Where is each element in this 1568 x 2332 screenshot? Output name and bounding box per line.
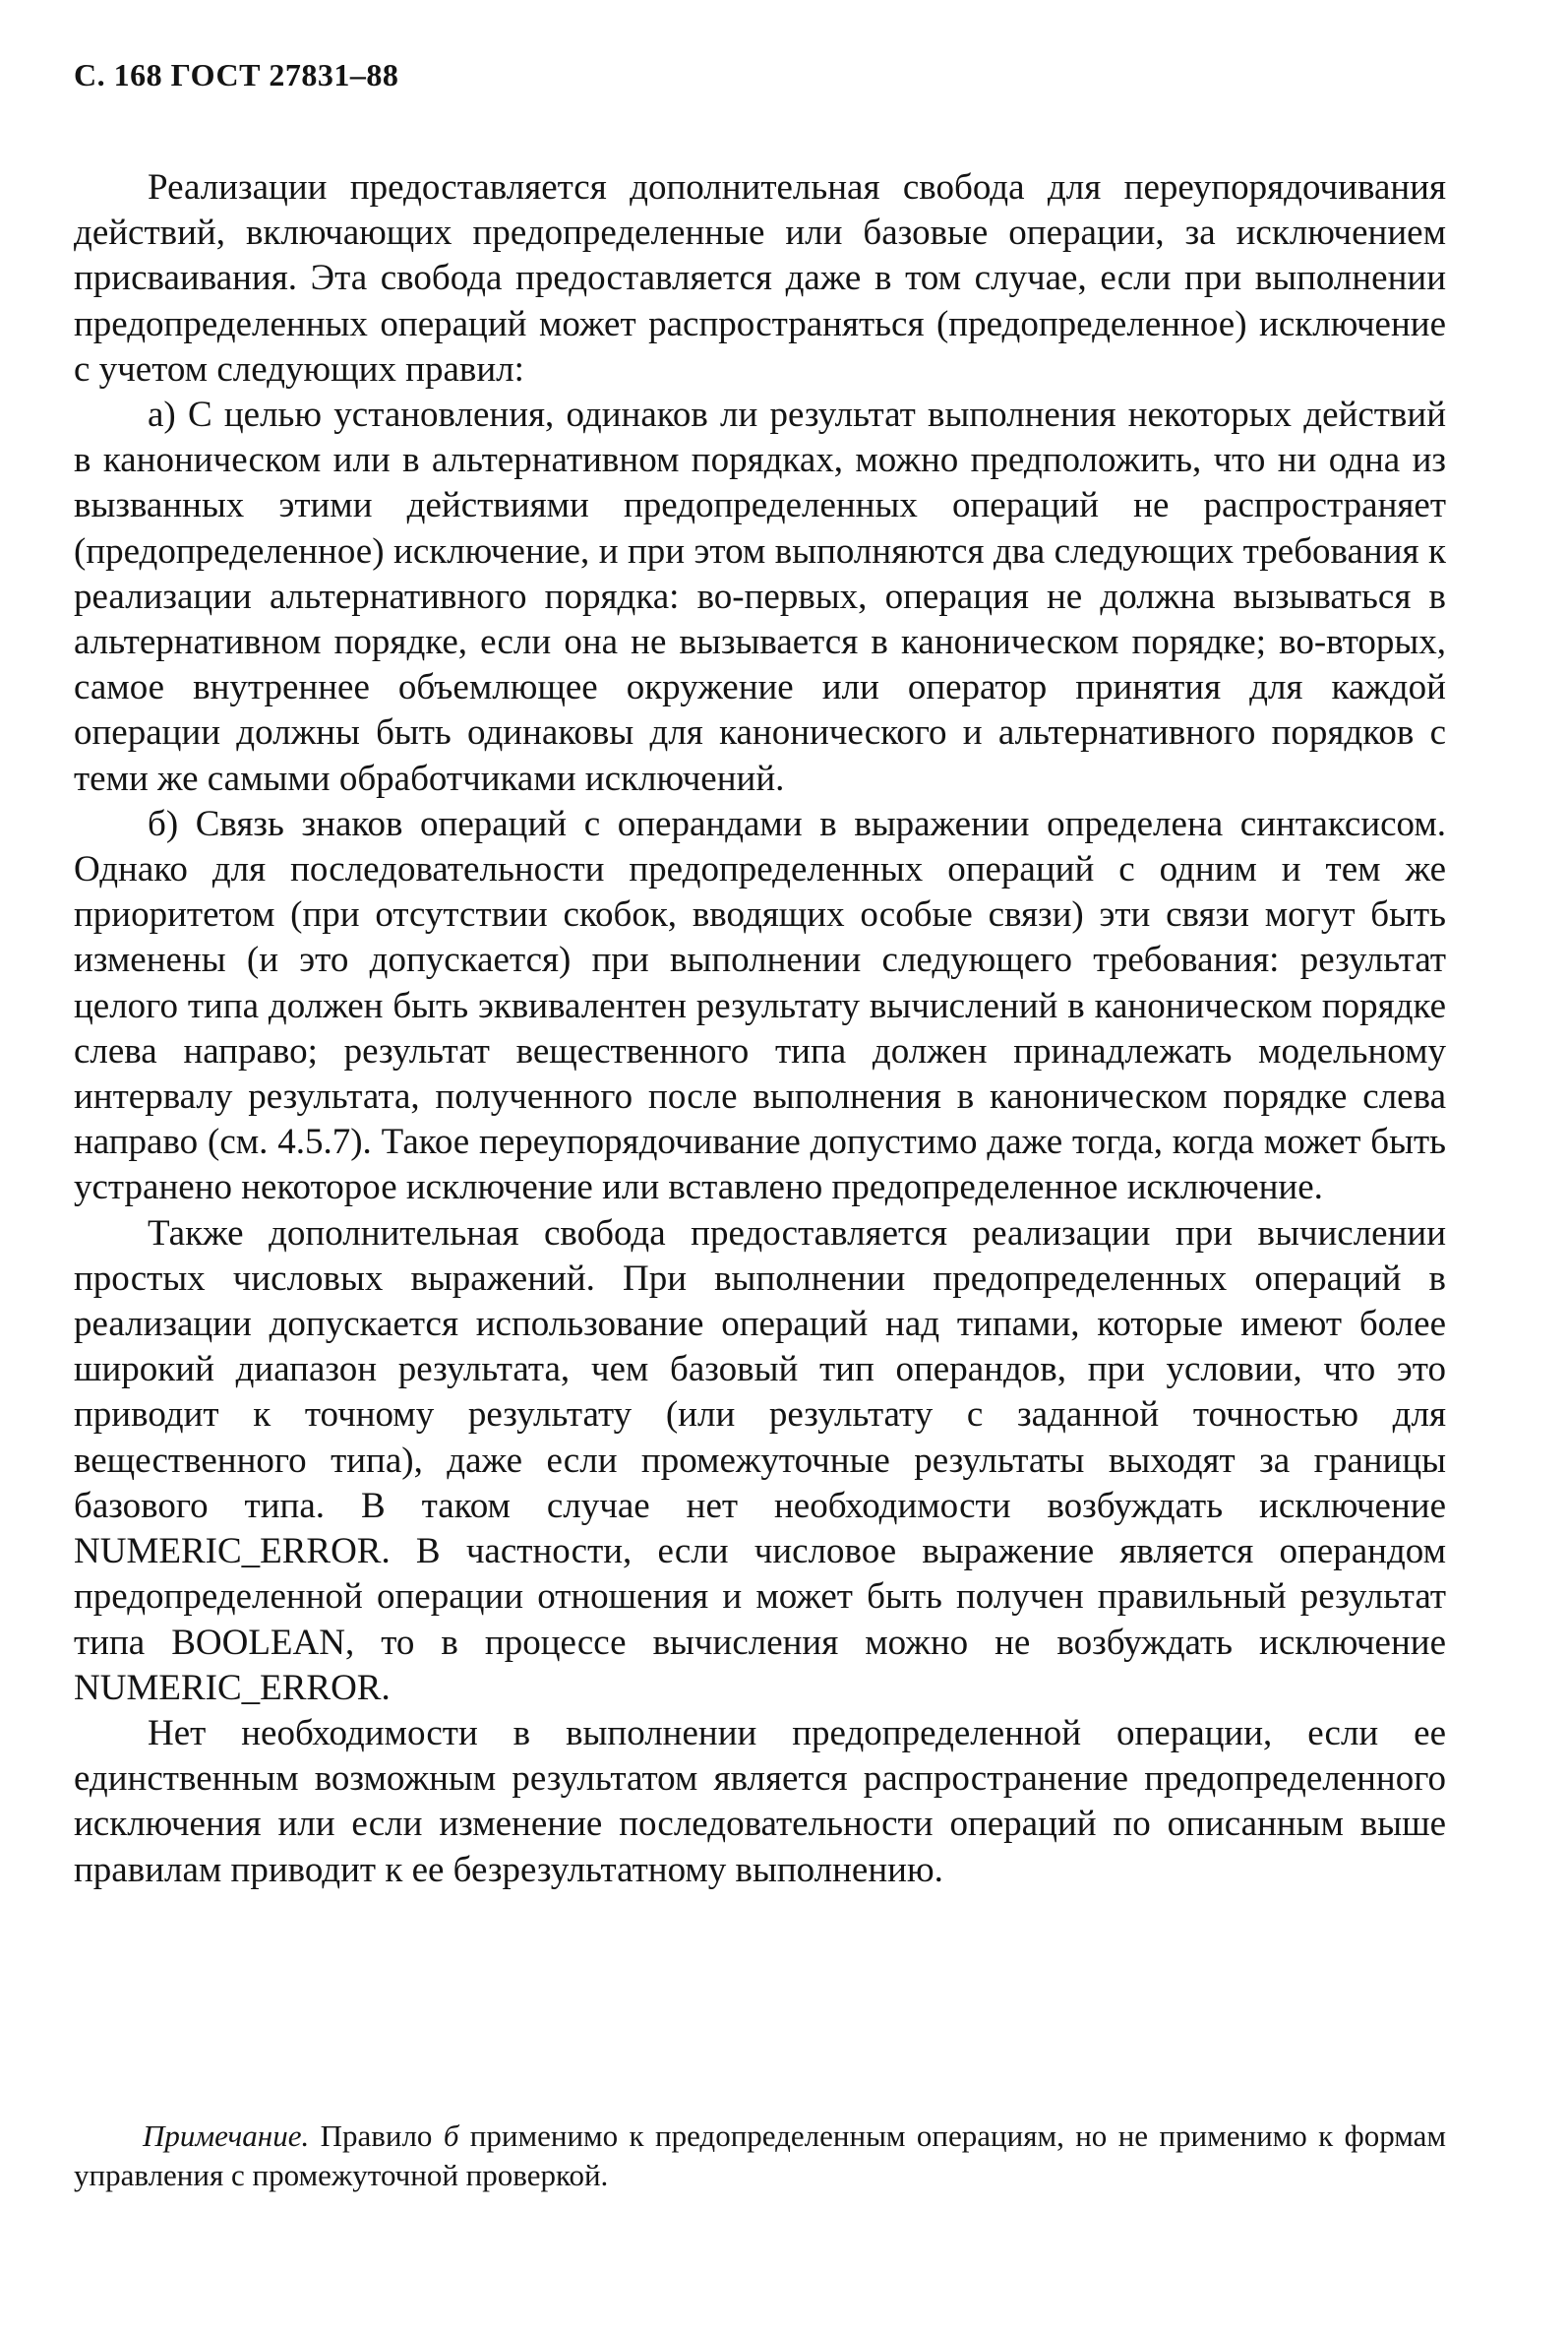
paragraph-intro: Реализации предоставляется дополнительная свобода для переупорядочивания действий, включающих предопределенные или базовые операции, за исключением присваивания. Эта свобода предоставляется даже в том случае, если при выполнении предопределенных операций может распространяться (предопределенное) исключение с учетом следующих правил: xyxy=(74,167,1446,390)
body-text xyxy=(74,165,1446,1893)
note-text-after: применимо к предопределенным операциям, но не применимо к формам управления с промежуточной проверкой. xyxy=(74,2118,1447,2192)
note-rule-letter: б xyxy=(443,2118,459,2153)
note-paragraph xyxy=(74,2117,1446,2195)
page-header: С. 168 ГОСТ 27831–88 xyxy=(74,57,399,92)
paragraph-rule-a: а) С целью установления, одинаков ли результат выполнения некоторых действий в каноническом или в альтернативном порядках, можно предположить, что ни одна из вызванных этими действиями предопределенных операций не распространяет (предопределенное) исключение, и при этом выполняются два следующих требования к реализации альтернативного порядка: во-первых, операция не должна вызываться в альтернативном порядке, если она не вызывается в каноническом порядке; во-вторых, самое внутреннее объемлющее окружение или оператор принятия для каждой операции должны быть одинаковы для канонического и альтернативного порядков с теми же самыми обработчиками исключений. xyxy=(74,395,1446,799)
note-text-before: Правило xyxy=(309,2118,444,2153)
paragraph-no-need: Нет необходимости в выполнении предопределенной операции, если ее единственным возможным результатом является распространение предопределенного исключения или если изменение последовательности операций по описанным выше правилам приводит к ее безрезультатному выполнению. xyxy=(74,1712,1446,1890)
paragraph-numeric: Также дополнительная свобода предоставляется реализации при вычислении простых числовых выражений. При выполнении предопределенных операций в реализации допускается использование операций над типами, которые имеют более широкий диапазон результата, чем базовый тип операндов, при условии, что это приводит к точному результату (или результату с заданной точностью для вещественного типа), даже если промежуточные результаты выходят за границы базового типа. В таком случае нет необходимости возбуждать исключение NUMERIC_ERROR. В частности, если числовое выражение является операндом предопределенной операции отношения и может быть получен правильный результат типа BOOLEAN, то в процессе вычисления можно не возбуждать исключение NUMERIC_ERROR. xyxy=(74,1212,1446,1708)
note-block xyxy=(74,2117,1446,2195)
note-label: Примечание. xyxy=(143,2118,310,2153)
paragraph-rule-b: б) Связь знаков операций с операндами в выражении определена синтаксисом. Однако для последовательности предопределенных операций с одним и тем же приоритетом (при отсутствии скобок, вводящих особые связи) эти связи могут быть изменены (и это допускается) при выполнении следующего требования: результат целого типа должен быть эквивалентен результату вычислений в каноническом порядке слева направо; результат вещественного типа должен принадлежать модельному интервалу результата, полученного после выполнения в каноническом порядке слева направо (см. 4.5.7). Такое переупорядочивание допустимо даже тогда, когда может быть устранено некоторое исключение или вставлено предопределенное исключение. xyxy=(74,803,1446,1208)
